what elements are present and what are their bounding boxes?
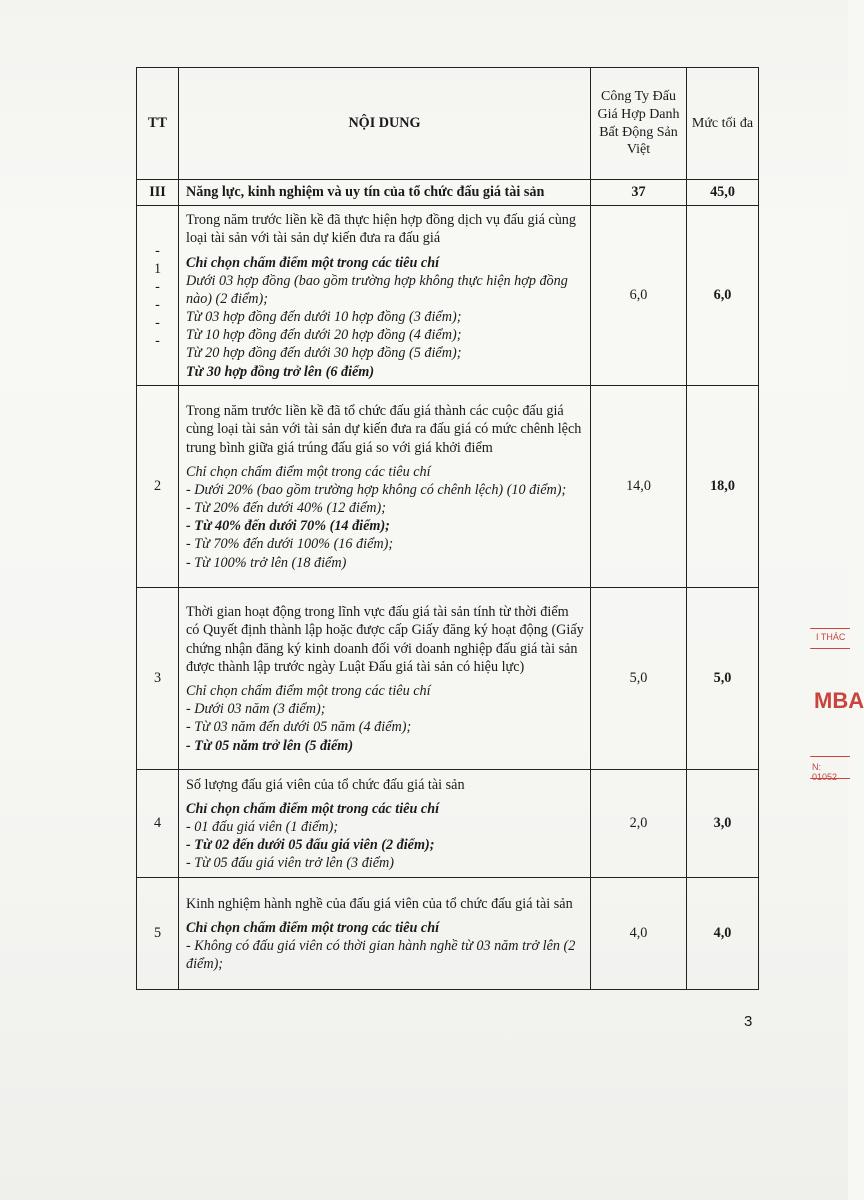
criterion-max: 6,0 <box>687 206 759 386</box>
criterion-max: 4,0 <box>687 878 759 990</box>
criterion-option: - Dưới 03 năm (3 điểm); <box>186 701 326 718</box>
criterion-option: - Dưới 20% (bao gồm trường hợp không có chênh lệch) (10 điểm); <box>186 481 567 498</box>
criterion-row-4 <box>137 770 759 878</box>
criterion-content <box>179 878 591 990</box>
page-number: 3 <box>744 1013 753 1030</box>
criterion-row-2 <box>137 386 759 588</box>
section-row <box>137 180 759 206</box>
criterion-content <box>179 588 591 770</box>
criterion-number-cell <box>137 206 179 386</box>
criterion-option: - Từ 20% đến dưới 40% (12 điểm); <box>186 500 386 517</box>
bullet-dash: - <box>155 296 160 313</box>
criterion-number: 2 <box>137 386 179 588</box>
header-content: NỘI DUNG <box>179 68 591 180</box>
criterion-option-selected: - Từ 05 năm trở lên (5 điểm) <box>186 737 354 754</box>
criterion-option: - Từ 100% trở lên (18 điểm) <box>186 554 347 571</box>
criterion-number: 3 <box>137 588 179 770</box>
criterion-row-3 <box>137 588 759 770</box>
criterion-heading: Chỉ chọn chấm điểm một trong các tiêu chí <box>186 463 431 480</box>
criterion-row-5 <box>137 878 759 990</box>
criterion-number: 4 <box>137 770 179 878</box>
bullet-dash: - <box>155 314 160 331</box>
company-stamp <box>808 620 864 800</box>
criterion-row-1 <box>137 206 759 386</box>
criterion-max: 5,0 <box>687 588 759 770</box>
criterion-max: 18,0 <box>687 386 759 588</box>
section-score: 37 <box>591 180 687 206</box>
stamp-text-bottom: N: 01052 <box>812 762 838 782</box>
criterion-intro: Thời gian hoạt động trong lĩnh vực đấu giá tài sản tính từ thời điểm có Quyết định thành lập hoặc được cấp Giấy đăng ký hoạt động (Giấy chứng nhận đăng ký kinh doanh đối với doanh nghiệp đấu giá tài sản được thành lập trước ngày Luật Đấu giá tài sản có hiệu lực) <box>186 604 584 675</box>
header-max: Mức tối đa <box>687 68 759 180</box>
criterion-intro: Trong năm trước liền kề đã tổ chức đấu giá thành các cuộc đấu giá cùng loại tài sản với tài sản dự kiến đưa ra đấu giá có mức chênh lệch trung bình giữa giá trúng đấu giá so với giá khởi điểm <box>186 403 582 456</box>
criterion-number: 1 <box>153 260 162 277</box>
criterion-score: 14,0 <box>591 386 687 588</box>
criterion-option-selected: Từ 30 hợp đồng trở lên (6 điểm) <box>186 363 375 380</box>
criterion-option: Từ 03 hợp đồng đến dưới 10 hợp đồng (3 điểm); <box>186 309 462 326</box>
section-title: Năng lực, kinh nghiệm và uy tín của tổ chức đấu giá tài sản <box>179 180 591 206</box>
criterion-max: 3,0 <box>687 770 759 878</box>
bullet-dash: - <box>155 242 160 259</box>
criterion-option: - Từ 70% đến dưới 100% (16 điểm); <box>186 536 394 553</box>
stamp-text-middle: MBA <box>814 688 864 713</box>
criterion-content <box>179 206 591 386</box>
criterion-option: Từ 20 hợp đồng đến dưới 30 hợp đồng (5 điểm); <box>186 345 462 362</box>
table-header-row <box>137 68 759 180</box>
criterion-option: - Từ 03 năm đến dưới 05 năm (4 điểm); <box>186 719 412 736</box>
criterion-score: 2,0 <box>591 770 687 878</box>
criterion-intro: Trong năm trước liền kề đã thực hiện hợp đồng dịch vụ đấu giá cùng loại tài sản với tài sản dự kiến đưa ra đấu giá <box>186 212 576 247</box>
header-company: Công Ty Đấu Giá Hợp Danh Bất Động Sản Việt <box>591 68 687 180</box>
criterion-heading: Chỉ chọn chấm điểm một trong các tiêu chí <box>186 683 431 699</box>
stamp-text-top: I THÁC <box>816 632 846 642</box>
bullet-dash: - <box>155 332 160 349</box>
criterion-intro: Kinh nghiệm hành nghề của đấu giá viên của tổ chức đấu giá tài sản <box>186 895 573 912</box>
criterion-number: 5 <box>137 878 179 990</box>
criterion-content <box>179 386 591 588</box>
criterion-heading: Chỉ chọn chấm điểm một trong các tiêu chí <box>186 800 440 817</box>
bullet-dash: - <box>155 278 160 295</box>
criterion-option: - 01 đấu giá viên (1 điểm); <box>186 818 339 835</box>
criterion-option: - Từ 05 đấu giá viên trở lên (3 điểm) <box>186 855 394 872</box>
criterion-score: 5,0 <box>591 588 687 770</box>
criterion-option-selected: - Từ 40% đến dưới 70% (14 điểm); <box>186 518 390 535</box>
criterion-heading: Chỉ chọn chấm điểm một trong các tiêu chí <box>186 919 440 936</box>
section-number: III <box>137 180 179 206</box>
criterion-score: 6,0 <box>591 206 687 386</box>
section-max: 45,0 <box>687 180 759 206</box>
criterion-score: 4,0 <box>591 878 687 990</box>
criterion-option: - Không có đấu giá viên có thời gian hành nghề từ 03 năm trở lên (2 điểm); <box>186 938 576 973</box>
criterion-option: Từ 10 hợp đồng đến dưới 20 hợp đồng (4 điểm); <box>186 327 462 344</box>
criterion-content <box>179 770 591 878</box>
scoring-table <box>136 67 759 990</box>
criterion-option-selected: - Từ 02 đến dưới 05 đấu giá viên (2 điểm); <box>186 837 435 854</box>
criterion-heading: Chỉ chọn chấm điểm một trong các tiêu chí <box>186 254 440 271</box>
header-tt: TT <box>137 68 179 180</box>
criterion-option: Dưới 03 hợp đồng (bao gồm trường hợp không thực hiện hợp đồng nào) (2 điểm); <box>186 272 568 307</box>
criterion-intro: Số lượng đấu giá viên của tổ chức đấu giá tài sản <box>186 776 465 793</box>
